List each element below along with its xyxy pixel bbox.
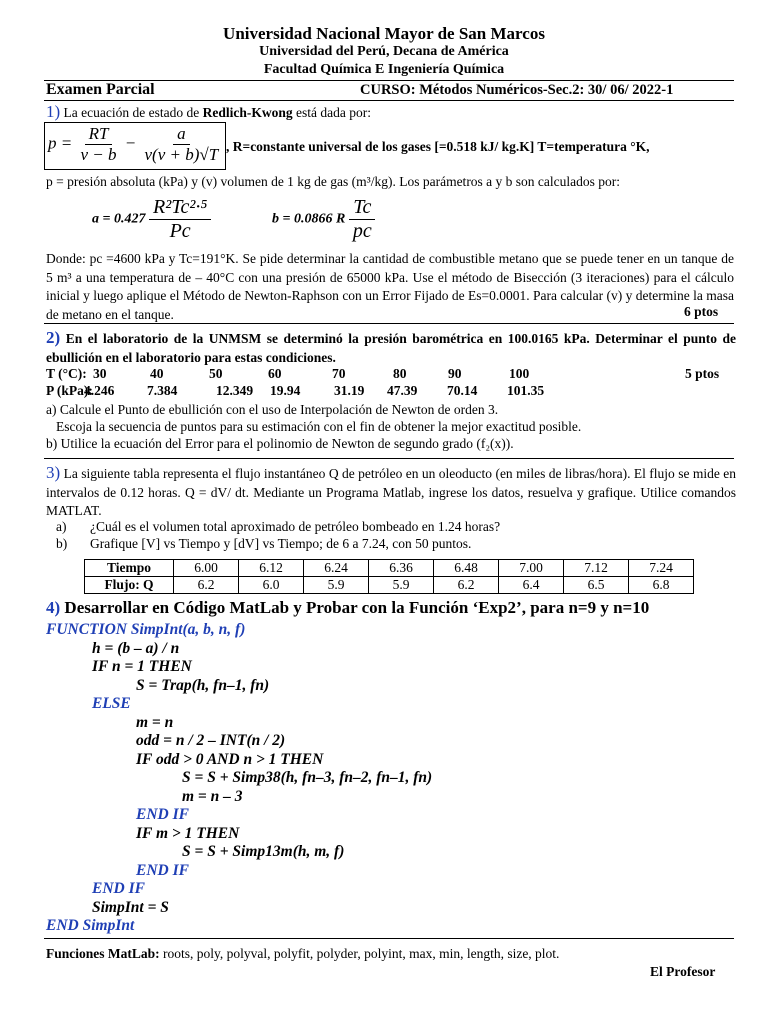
q2-number: 2) xyxy=(46,328,61,347)
code-line: odd = n / 2 – INT(n / 2) xyxy=(136,732,286,749)
eq-frac-a xyxy=(141,124,223,165)
code-line: IF m > 1 THEN xyxy=(136,824,240,842)
q2-t-value: 40 xyxy=(150,366,164,381)
param-a xyxy=(92,196,211,243)
q2-p-value: 12.349 xyxy=(216,383,254,398)
table-cell: 6.2 xyxy=(434,577,499,594)
table-cell: 6.4 xyxy=(499,577,564,594)
param-a-num: R²Tc²·⁵ xyxy=(149,196,211,220)
table-cell: 5.9 xyxy=(369,577,434,594)
code-line: END SimpInt xyxy=(46,917,135,934)
code-line: S = S + Simp38(h, fn–3, fn–2, fn–1, fn) xyxy=(182,769,433,786)
eq-vb: v − b xyxy=(80,145,117,164)
q1-intro xyxy=(46,102,371,122)
divider xyxy=(44,323,734,324)
table-row xyxy=(85,560,694,577)
q2-t-value: 60 xyxy=(268,366,282,381)
q3-part-b-label: b) xyxy=(56,536,68,551)
table-cell: 7.24 xyxy=(629,560,694,577)
matlab-functions xyxy=(46,946,559,962)
code-line: ELSE xyxy=(92,695,131,712)
table-cell: 6.24 xyxy=(304,560,369,577)
param-b xyxy=(272,196,376,243)
param-b-den: pc xyxy=(352,220,372,242)
param-a-den: Pc xyxy=(169,220,191,242)
q3-part-a-label: a) xyxy=(56,519,67,534)
q2-t-value: 30 xyxy=(93,366,107,381)
divider xyxy=(44,458,734,459)
q1-body: Donde: pc =4600 kPa y Tc=191°K. Se pide determinar la cantidad de combustible metano que se puede tener en un tanque de 5 m³ a una temperatura de – 40°C con una presión de 65000 kPa. Use el método de Bisección (3 iteraciones) para el cálculo inicial y luego aplique el Método de Newton-Raphson con un Error Fijado de Es=0.0001. Para calcular (v) y determine la masa de metano en el tanque. xyxy=(46,251,734,322)
q2-part-a: a) Calcule el Punto de ebullición con el uso de Interpolación de Newton de orden 3. xyxy=(46,402,499,417)
table-cell: 7.00 xyxy=(499,560,564,577)
q3-part-b: Grafique [V] vs Tiempo y [dV] vs Tiempo; de 6 a 7.24, con 50 puntos. xyxy=(90,536,472,551)
university-title: Universidad Nacional Mayor de San Marcos xyxy=(223,24,545,43)
code-line: IF n = 1 THEN xyxy=(92,658,192,675)
code-line: S = S + Simp13m(h, m, f) xyxy=(182,843,345,860)
eq-frac-rt xyxy=(76,124,120,165)
q2-part-b: b) Utilice la ecuación del Error para el polinomio de Newton de segundo grado (f₂(x)). xyxy=(46,436,514,451)
code-line: S = Trap(h, fn–1, fn) xyxy=(136,676,270,694)
q4-title xyxy=(46,598,649,618)
q1-intro-end: está dada por: xyxy=(292,105,371,120)
flow-table-wrap xyxy=(84,559,694,594)
q1-intro-bold: Redlich-Kwong xyxy=(202,105,293,120)
q2-t-value: 50 xyxy=(209,366,223,381)
q3-number: 3) xyxy=(46,463,61,482)
table-cell: 6.48 xyxy=(434,560,499,577)
table-header-tiempo: Tiempo xyxy=(85,560,174,577)
param-b-num: Tc xyxy=(349,196,375,220)
university-subtitle: Universidad del Perú, Decana de América xyxy=(259,44,509,59)
code-line: END IF xyxy=(136,806,189,823)
q2-points: 5 ptos xyxy=(685,366,720,381)
q2-p-value: 7.384 xyxy=(147,383,178,398)
param-a-lhs: a = 0.427 xyxy=(92,211,146,227)
q2-p-value: 47.39 xyxy=(387,383,418,398)
q4-title-text: Desarrollar en Código MatLab y Probar con la Función ‘Exp2’, para n=9 y n=10 xyxy=(64,598,650,617)
q2-statement: En el laboratorio de la UNMSM se determinó la presión barométrica en 100.0165 kPa. Determinar el punto de ebullición en el laboratorio para estas condiciones. xyxy=(46,331,736,365)
code-line: END IF xyxy=(136,861,189,879)
table-cell: 6.2 xyxy=(174,577,239,594)
code-line: m = n xyxy=(136,713,174,731)
q1-intro-text: La ecuación de estado de xyxy=(63,105,203,120)
q4-number: 4) xyxy=(46,598,61,617)
q3-statement: La siguiente tabla representa el flujo instantáneo Q de petróleo en un oleoducto (en miles de libras/hora). El flujo se mide en intervalos de 0.12 horas. Q = dV/ dt. Mediante un Programa Matlab, ingrese los datos, resuelva y grafique. Utilice comandos MATLAT. xyxy=(46,466,736,518)
eq-a: a xyxy=(173,124,190,145)
q2-part-a2: Escoja la secuencia de puntos para su estimación con el fin de obtener la mejor exactitud posible. xyxy=(56,419,582,434)
q2-t-value: 80 xyxy=(393,366,407,381)
faculty-title: Facultad Química E Ingeniería Química xyxy=(263,62,505,77)
table-header-flujo: Flujo: Q xyxy=(85,577,174,594)
table-cell: 6.00 xyxy=(174,560,239,577)
q1-points: 6 ptos xyxy=(684,304,719,319)
q2-t-value: 100 xyxy=(509,366,530,381)
exam-title: Examen Parcial xyxy=(46,81,155,98)
q2-p-value: 4.246 xyxy=(84,383,115,398)
r-constant-text: , R=constante universal de los gases [=0.518 kJ/ kg.K] T=temperatura °K, xyxy=(226,139,650,154)
code-line: h = (b – a) / n xyxy=(92,639,180,657)
divider xyxy=(44,938,734,939)
code-line: END IF xyxy=(92,880,145,897)
param-b-frac xyxy=(349,196,376,243)
q2-p-value: 19.94 xyxy=(270,383,301,398)
eq-rt: RT xyxy=(85,124,113,145)
q1-number: 1) xyxy=(46,102,61,121)
table-cell: 6.8 xyxy=(629,577,694,594)
q2-p-value: 70.14 xyxy=(447,383,478,398)
matlab-functions-list: roots, poly, polyval, polyfit, polyder, polyint, max, min, length, size, plot. xyxy=(159,946,560,961)
code-line: FUNCTION SimpInt(a, b, n, f) xyxy=(46,621,246,638)
code-line: SimpInt = S xyxy=(92,898,169,916)
q2-p-value: 101.35 xyxy=(507,383,545,398)
table-cell: 6.0 xyxy=(239,577,304,594)
eq-den: v(v + b)√T xyxy=(144,145,219,164)
course-label: CURSO: Métodos Numéricos-Sec.2: 30/ 06/ 2022-1 xyxy=(360,82,674,98)
table-cell: 6.36 xyxy=(369,560,434,577)
q2-p-label: P (kPa): xyxy=(46,383,93,398)
matlab-functions-label: Funciones MatLab: xyxy=(46,946,160,961)
professor-signature: El Profesor xyxy=(650,964,716,979)
code-line: IF odd > 0 AND n > 1 THEN xyxy=(136,750,324,768)
q2-p-value: 31.19 xyxy=(334,383,365,398)
param-b-lhs: b = 0.0866 R xyxy=(272,211,346,227)
param-a-frac xyxy=(149,196,211,243)
table-cell: 5.9 xyxy=(304,577,369,594)
q3-part-a: ¿Cuál es el volumen total aproximado de petróleo bombeado en 1.24 horas? xyxy=(90,519,501,534)
table-cell: 6.5 xyxy=(564,577,629,594)
table-row xyxy=(85,577,694,594)
q3-text xyxy=(46,464,736,521)
redlich-kwong-equation: p = $\frac{RT}{v - b}$ − $\frac{a}{v(v + b)√T}$ xyxy=(48,124,222,165)
q2-t-value: 90 xyxy=(448,366,462,381)
divider xyxy=(44,100,734,101)
q2-t-value: 70 xyxy=(332,366,346,381)
eq-p: p xyxy=(48,133,57,153)
table-cell: 6.12 xyxy=(239,560,304,577)
code-line: m = n – 3 xyxy=(182,787,243,805)
table-cell: 7.12 xyxy=(564,560,629,577)
flow-table xyxy=(84,559,694,594)
q1-line2: p = presión absoluta (kPa) y (v) volumen de 1 kg de gas (m³/kg). Los parámetros a y b son calculados por: xyxy=(46,174,621,189)
q2-t-label: T (°C): xyxy=(46,366,87,381)
q2-text xyxy=(46,329,736,367)
